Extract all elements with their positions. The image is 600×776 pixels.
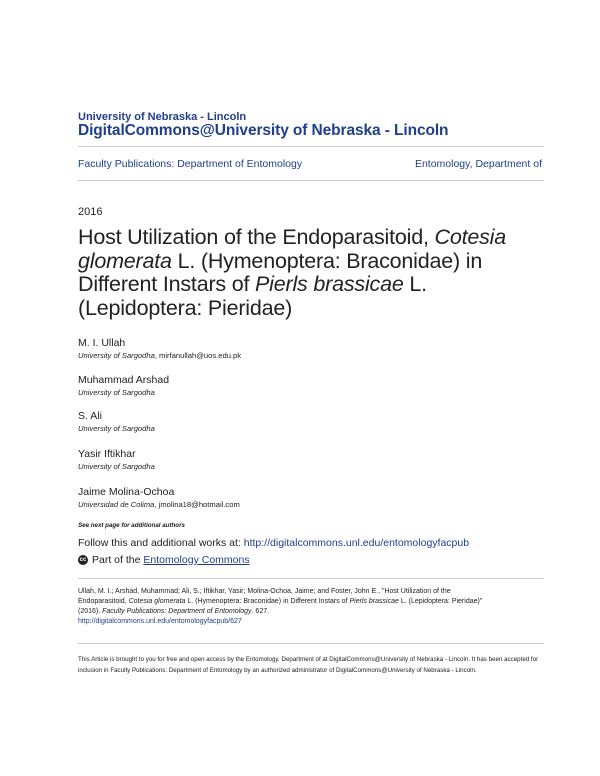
citation-journal: Faculty Publications: Department of Entomology bbox=[102, 608, 252, 615]
institution-name: University of Nebraska - Lincoln bbox=[78, 111, 247, 123]
author-name: M. I. Ullah bbox=[78, 337, 126, 349]
citation-line-2 bbox=[78, 597, 548, 607]
citation-line-1: Ullah, M. I.; Arshad, Muhammad; Ali, S.; Iftikhar, Yasir; Molina-Ochoa, Jaime; and Foster, John E., "Host Utilization of the bbox=[78, 588, 451, 595]
part-of-text: Part of the bbox=[92, 554, 141, 566]
publication-year: 2016 bbox=[78, 206, 103, 218]
part-of-line bbox=[78, 554, 250, 566]
title-part-1: Host Utilization of the Endoparasitoid, bbox=[78, 225, 435, 249]
entomology-commons-link[interactable]: Entomology Commons bbox=[143, 554, 250, 566]
citation-species: Pierls brassicae bbox=[349, 598, 399, 605]
title-species-1: Cotesia glomerata bbox=[78, 225, 507, 273]
author-name: S. Ali bbox=[78, 410, 102, 422]
citation-text: Endoparasitoid, bbox=[78, 598, 129, 605]
affiliation-name: University of Sargodha bbox=[78, 388, 155, 397]
author-block bbox=[78, 374, 169, 398]
author-name: Yasir Iftikhar bbox=[78, 448, 136, 460]
access-notice: This Article is brought to you for free and open access by the Entomology, Department of at DigitalCommons@University of Nebraska - Lincoln. It has been accepted for inclusion in Faculty Publications: Department of Entomology by an authorized administrator of DigitalCommons@University of Nebraska - Lincoln. bbox=[78, 656, 539, 674]
author-affiliation bbox=[78, 423, 155, 434]
citation-line-3 bbox=[78, 607, 548, 617]
affiliation-name: Universidad de Colima bbox=[78, 500, 155, 509]
author-email: , jmolina18@hotmail.com bbox=[154, 500, 240, 509]
nav-divider bbox=[78, 180, 544, 181]
author-block bbox=[78, 486, 240, 510]
title-part-3: L. (Lepidoptera: Pieridae) bbox=[78, 272, 427, 320]
title-species-2: Pierls brassicae bbox=[255, 272, 404, 296]
citation-text: (2016). bbox=[78, 608, 103, 615]
author-email: , mirfanullah@uos.edu.pk bbox=[154, 351, 242, 360]
header-divider bbox=[78, 146, 544, 147]
recommended-citation bbox=[78, 587, 548, 627]
repository-name[interactable]: DigitalCommons@University of Nebraska - Lincoln bbox=[78, 122, 449, 139]
author-block bbox=[78, 448, 155, 472]
creative-commons-icon: cc bbox=[79, 557, 87, 563]
author-affiliation bbox=[78, 499, 240, 510]
affiliation-name: University of Sargodha bbox=[78, 462, 155, 471]
author-block bbox=[78, 410, 155, 434]
citation-text: . 627. bbox=[251, 608, 270, 615]
see-next-page-note: See next page for additional authors bbox=[78, 522, 185, 529]
follow-text: Follow this and additional works at: bbox=[78, 537, 244, 549]
collection-link[interactable]: Faculty Publications: Department of Entomology bbox=[78, 158, 303, 170]
author-name: Muhammad Arshad bbox=[78, 374, 170, 386]
author-affiliation bbox=[78, 387, 169, 398]
citation-species: Cotesia glomerata bbox=[128, 598, 186, 605]
collection-url-link[interactable]: http://digitalcommons.unl.edu/entomologyfacpub bbox=[243, 537, 470, 549]
department-link[interactable]: Entomology, Department of bbox=[414, 158, 542, 170]
author-affiliation bbox=[78, 461, 155, 472]
affiliation-name: University of Sargodha bbox=[78, 424, 155, 433]
title-part-2: L. (Hymenoptera: Braconidae) in Different Instars of bbox=[78, 248, 483, 296]
affiliation-name: University of Sargodha bbox=[78, 351, 155, 360]
author-name: Jaime Molina-Ochoa bbox=[78, 486, 175, 498]
author-block bbox=[78, 337, 241, 361]
article-title bbox=[78, 226, 544, 320]
author-affiliation bbox=[78, 350, 241, 361]
article-url-link[interactable]: http://digitalcommons.unl.edu/entomologyfacpub/627 bbox=[78, 618, 242, 625]
citation-text: L. (Hymenoptera: Braconidae) in Different Instars of bbox=[185, 598, 350, 605]
citation-divider bbox=[78, 578, 544, 579]
citation-text: L. (Lepidoptera: Pieridae)" bbox=[398, 598, 483, 605]
follow-line bbox=[78, 537, 469, 549]
notice-divider bbox=[78, 643, 544, 644]
